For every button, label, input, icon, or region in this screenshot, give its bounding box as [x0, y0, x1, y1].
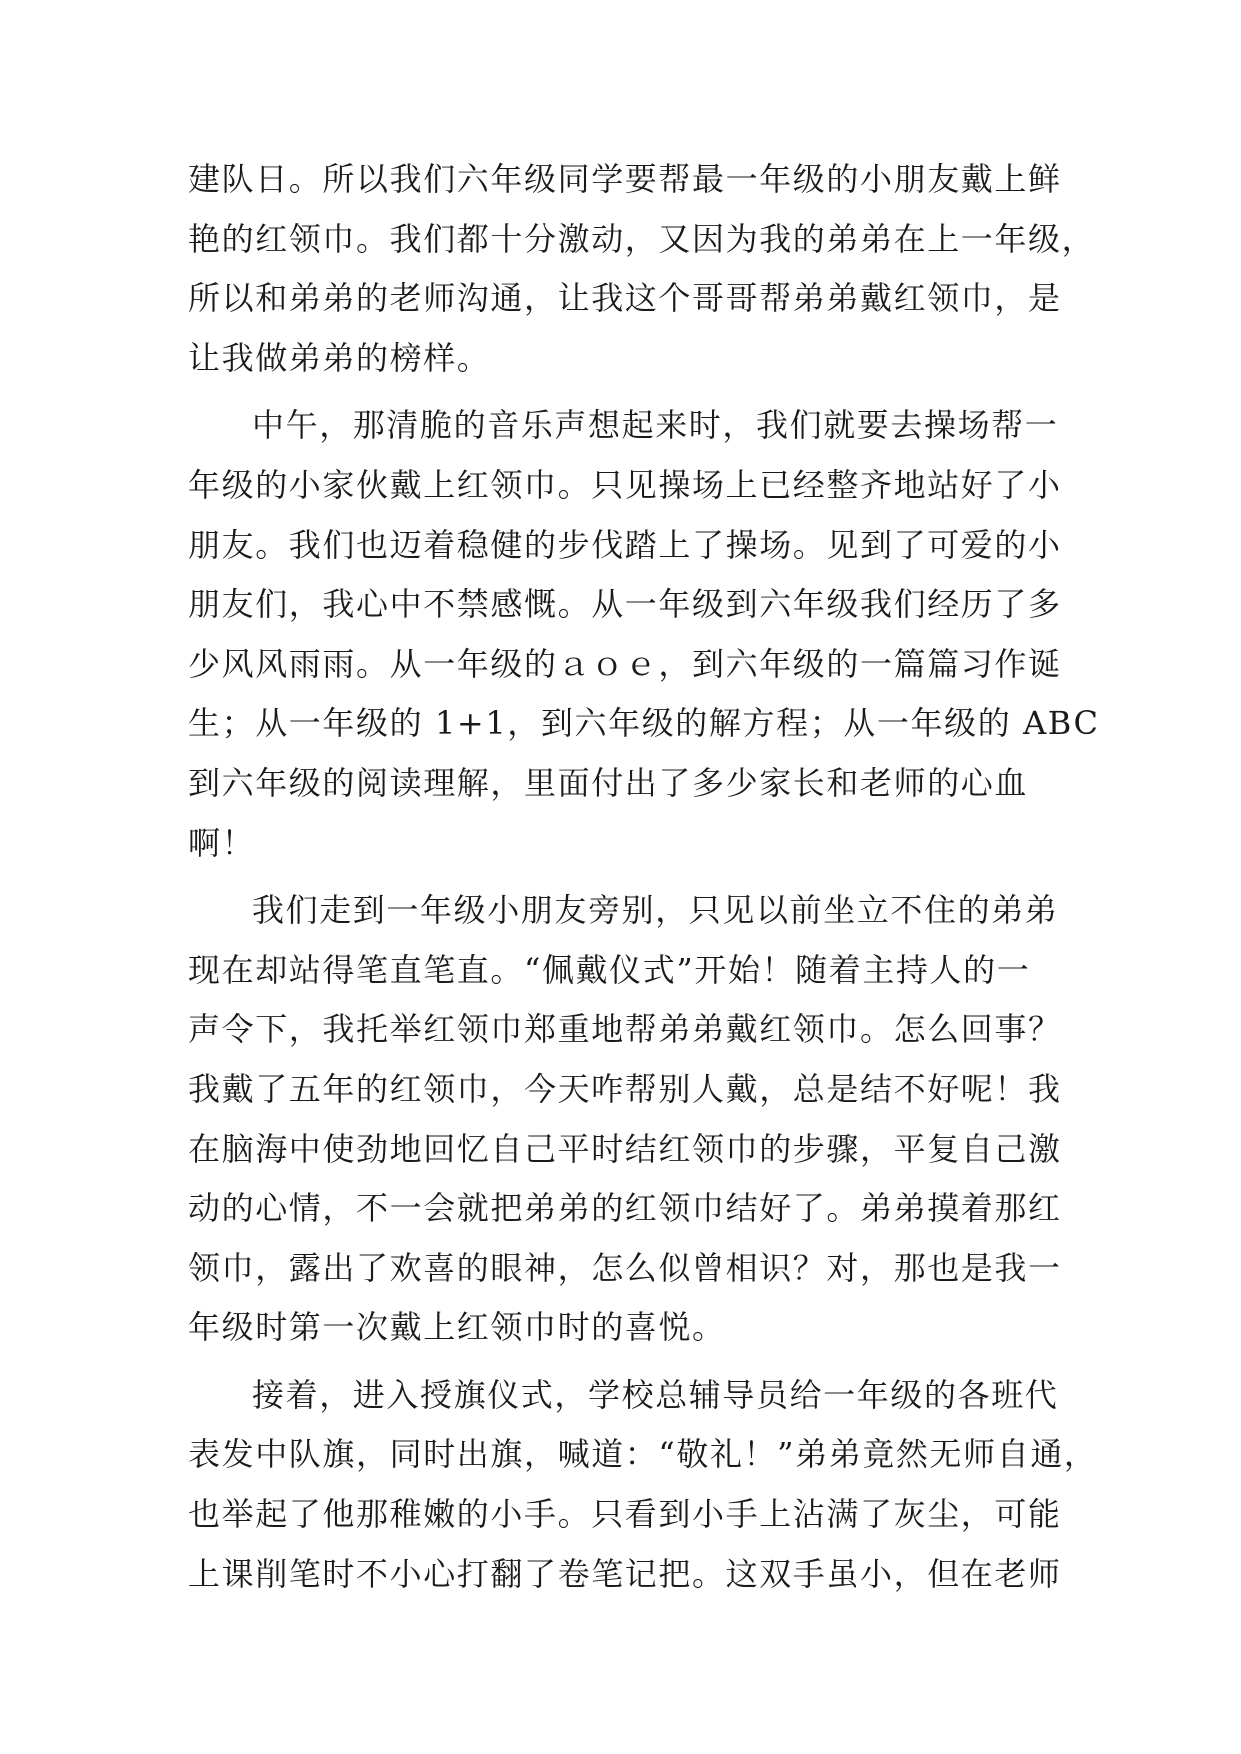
- text-line: 艳的红领巾。我们都十分激动，又因为我的弟弟在上一年级，: [188, 219, 1096, 258]
- text-line: 领巾，露出了欢喜的眼神，怎么似曾相识？对，那也是我一: [188, 1248, 1062, 1287]
- paragraph-first-line: 中午，那清脆的音乐声想起来时，我们就要去操场帮一: [252, 406, 1059, 445]
- text-line: 所以和弟弟的老师沟通，让我这个哥哥帮弟弟戴红领巾，是: [188, 279, 1062, 318]
- text-line: 表发中队旗，同时出旗，喊道：“敬礼！”弟弟竟然无师自通，: [188, 1435, 1098, 1474]
- text-line: 年级时第一次戴上红领巾时的喜悦。: [188, 1308, 726, 1347]
- text-line: 也举起了他那稚嫩的小手。只看到小手上沾满了灰尘，可能: [188, 1495, 1062, 1534]
- text-line: 朋友们，我心中不禁感慨。从一年级到六年级我们经历了多: [188, 585, 1062, 624]
- text-line: 少风风雨雨。从一年级的ａｏｅ，到六年级的一篇篇习作诞: [188, 644, 1062, 683]
- text-line: 年级的小家伙戴上红领巾。只见操场上已经整齐地站好了小: [188, 465, 1062, 504]
- text-line: 啊！: [188, 823, 256, 862]
- text-line: 在脑海中使劲地回忆自己平时结红领巾的步骤，平复自己激: [188, 1129, 1062, 1168]
- text-line: 朋友。我们也迈着稳健的步伐踏上了操场。见到了可爱的小: [188, 525, 1062, 564]
- text-line: 动的心情，不一会就把弟弟的红领巾结好了。弟弟摸着那红: [188, 1189, 1062, 1228]
- text-line: 我戴了五年的红领巾，今天咋帮别人戴，总是结不好呢！我: [188, 1069, 1062, 1108]
- text-line: 让我做弟弟的榜样。: [188, 338, 491, 377]
- text-line: 现在却站得笔直笔直。“佩戴仪式”开始！随着主持人的一: [188, 950, 1031, 989]
- text-line: 到六年级的阅读理解，里面付出了多少家长和老师的心血: [188, 763, 1029, 802]
- paragraph-first-line: 接着，进入授旗仪式，学校总辅导员给一年级的各班代: [252, 1375, 1059, 1414]
- text-line: 建队日。所以我们六年级同学要帮最一年级的小朋友戴上鲜: [188, 160, 1062, 198]
- document-body: [188, 150, 1100, 1604]
- paragraph-first-line: 我们走到一年级小朋友旁别，只见以前坐立不住的弟弟: [252, 891, 1059, 930]
- text-line: 生；从一年级的 1+1，到六年级的解方程；从一年级的 ABC: [188, 704, 1100, 743]
- text-line: 上课削笔时不小心打翻了卷笔记把。这双手虽小，但在老师: [188, 1554, 1062, 1593]
- text-line: 声令下，我托举红领巾郑重地帮弟弟戴红领巾。怎么回事？: [188, 1010, 1062, 1049]
